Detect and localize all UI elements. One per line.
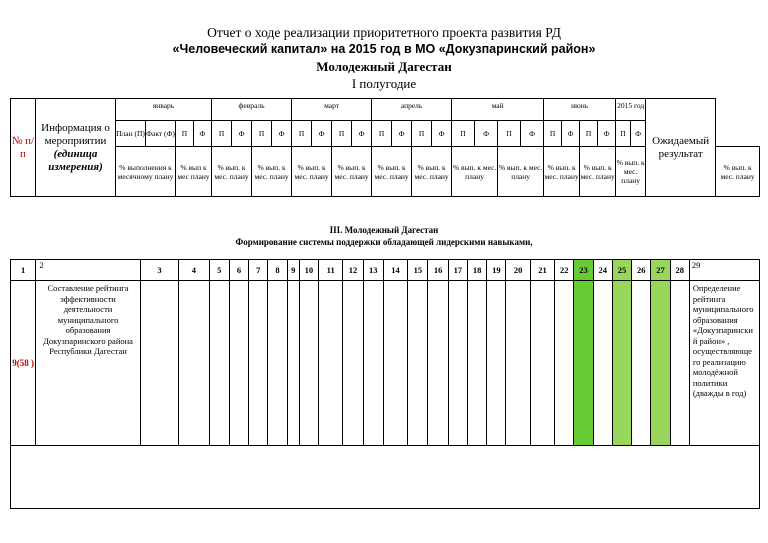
month-year: 2015 год (616, 99, 646, 121)
f-header: Ф (475, 121, 498, 147)
cell (506, 281, 530, 446)
cell (319, 281, 343, 446)
f-header: Ф (232, 121, 252, 147)
data-table (10, 259, 760, 509)
cell (140, 281, 179, 446)
expected-result-header: Ожидаемый результат (646, 99, 716, 197)
col-number: 14 (383, 260, 407, 281)
report-title: Отчет о ходе реализации приоритетного проекта развития РД (207, 25, 561, 40)
pct-cell: % вып. к мес. плану (412, 147, 452, 197)
pct-cell: % вып. к мес. плану (452, 147, 498, 197)
pct-cell: % вып. к мес. плану (616, 147, 646, 197)
row-result: Определение рейтинга муниципального образования «Докузпарински й район» , осуществляюще го реализацию молодёжной политики (дважды в год) (689, 281, 759, 446)
p-header: П (252, 121, 272, 147)
cell (383, 281, 407, 446)
cell (179, 281, 209, 446)
cell (363, 281, 383, 446)
col-number: 26 (632, 260, 651, 281)
cell (428, 281, 448, 446)
f-header: Ф (432, 121, 452, 147)
col-number: 20 (506, 260, 530, 281)
p-header: П (616, 121, 631, 147)
cell (670, 281, 689, 446)
col-number: 19 (487, 260, 506, 281)
p-header: П (452, 121, 475, 147)
cell (299, 281, 318, 446)
cell (593, 281, 612, 446)
pct-cell: % вып. к мес. плану (544, 147, 580, 197)
info-header (36, 99, 116, 197)
subproject-title: Молодежный Дагестан (316, 59, 452, 74)
jan-pct-fact: % вып к мес плану (176, 147, 212, 197)
col-number: 9 (287, 260, 299, 281)
month-may: май (452, 99, 544, 121)
col-number: 17 (448, 260, 467, 281)
col-number: 7 (249, 260, 268, 281)
col-number: 1 (11, 260, 36, 281)
col-number: 28 (670, 260, 689, 281)
pct-cell: % вып. к мес. плану (212, 147, 252, 197)
empty-cell (11, 446, 760, 509)
fact-header: Факт (Ф) (146, 121, 176, 147)
col-number: 29 (689, 260, 759, 281)
month-jun: июнь (544, 99, 616, 121)
col-number: 5 (209, 260, 229, 281)
col-number: 15 (408, 260, 428, 281)
col-number: 25 (612, 260, 631, 281)
section-subtitle: Формирование системы поддержки обладающей лидерскими навыками, (235, 237, 533, 247)
pct-cell: % вып. к мес. плану (252, 147, 292, 197)
info-unit: (единица измерения) (48, 147, 103, 173)
col-number: 8 (268, 260, 287, 281)
p-header: П (372, 121, 392, 147)
cell-highlight (612, 281, 631, 446)
month-jan: январь (116, 99, 212, 121)
pct-cell: % вып. к мес. плану (716, 147, 760, 197)
col-number: 16 (428, 260, 448, 281)
col-number: 12 (343, 260, 363, 281)
p-header: П (498, 121, 521, 147)
cell (555, 281, 574, 446)
cell (448, 281, 467, 446)
pct-cell: % вып. к мес. плану (372, 147, 412, 197)
pct-cell: % вып. к мес. плану (292, 147, 332, 197)
pct-cell: % вып. к мес. плану (580, 147, 616, 197)
header-table (10, 98, 760, 197)
f-header: Ф (562, 121, 580, 147)
p-header: П (332, 121, 352, 147)
column-number-row (11, 260, 760, 281)
p-header: П (412, 121, 432, 147)
col-number: 24 (593, 260, 612, 281)
cell (209, 281, 229, 446)
col-number: 23 (574, 260, 593, 281)
col-number: 11 (319, 260, 343, 281)
f-header: Ф (272, 121, 292, 147)
plan-header: План (П) (116, 121, 146, 147)
col-number: 27 (651, 260, 670, 281)
f-header: Ф (598, 121, 616, 147)
p-header: П (292, 121, 312, 147)
col-number: 3 (140, 260, 179, 281)
f-header: Ф (352, 121, 372, 147)
row-description: Составление рейтинга эффективности деятельности муниципального образования Докузпаринского района Республики Дагестан (36, 281, 140, 446)
f-header: Ф (312, 121, 332, 147)
table-row (11, 281, 760, 446)
cell (467, 281, 486, 446)
cell (343, 281, 363, 446)
cell (268, 281, 287, 446)
col-number: 10 (299, 260, 318, 281)
cell (408, 281, 428, 446)
pct-cell: % вып. к мес. плану (498, 147, 544, 197)
cell (530, 281, 554, 446)
p-header: П (176, 121, 194, 147)
info-label: Информация о мероприятии (41, 121, 110, 147)
col-number: 4 (179, 260, 209, 281)
col-number: 2 (36, 260, 140, 281)
row-number: 9(58 ) (11, 281, 36, 446)
project-title: «Человеческий капитал» на 2015 год в МО «Докузпаринский район» (172, 42, 596, 56)
col-number: 22 (555, 260, 574, 281)
cell (229, 281, 248, 446)
cell-highlight (651, 281, 670, 446)
pct-cell: % вып. к мес. плану (332, 147, 372, 197)
col-number: 18 (467, 260, 486, 281)
month-apr: апрель (372, 99, 452, 121)
empty-row (11, 446, 760, 509)
period-title: I полугодие (351, 76, 417, 91)
section-title: III. Молодежный Дагестан (329, 225, 439, 235)
col-number: 21 (530, 260, 554, 281)
cell-highlight (574, 281, 593, 446)
num-header: № п/п (11, 99, 36, 197)
p-header: П (212, 121, 232, 147)
cell (632, 281, 651, 446)
f-header: Ф (631, 121, 646, 147)
f-header: Ф (194, 121, 212, 147)
cell (487, 281, 506, 446)
col-number: 6 (229, 260, 248, 281)
jan-pct-plan: % выполнения к месячному плану (116, 147, 176, 197)
col-number: 13 (363, 260, 383, 281)
p-header: П (580, 121, 598, 147)
month-feb: февраль (212, 99, 292, 121)
month-mar: март (292, 99, 372, 121)
p-header: П (544, 121, 562, 147)
f-header: Ф (392, 121, 412, 147)
cell (249, 281, 268, 446)
cell (287, 281, 299, 446)
f-header: Ф (521, 121, 544, 147)
